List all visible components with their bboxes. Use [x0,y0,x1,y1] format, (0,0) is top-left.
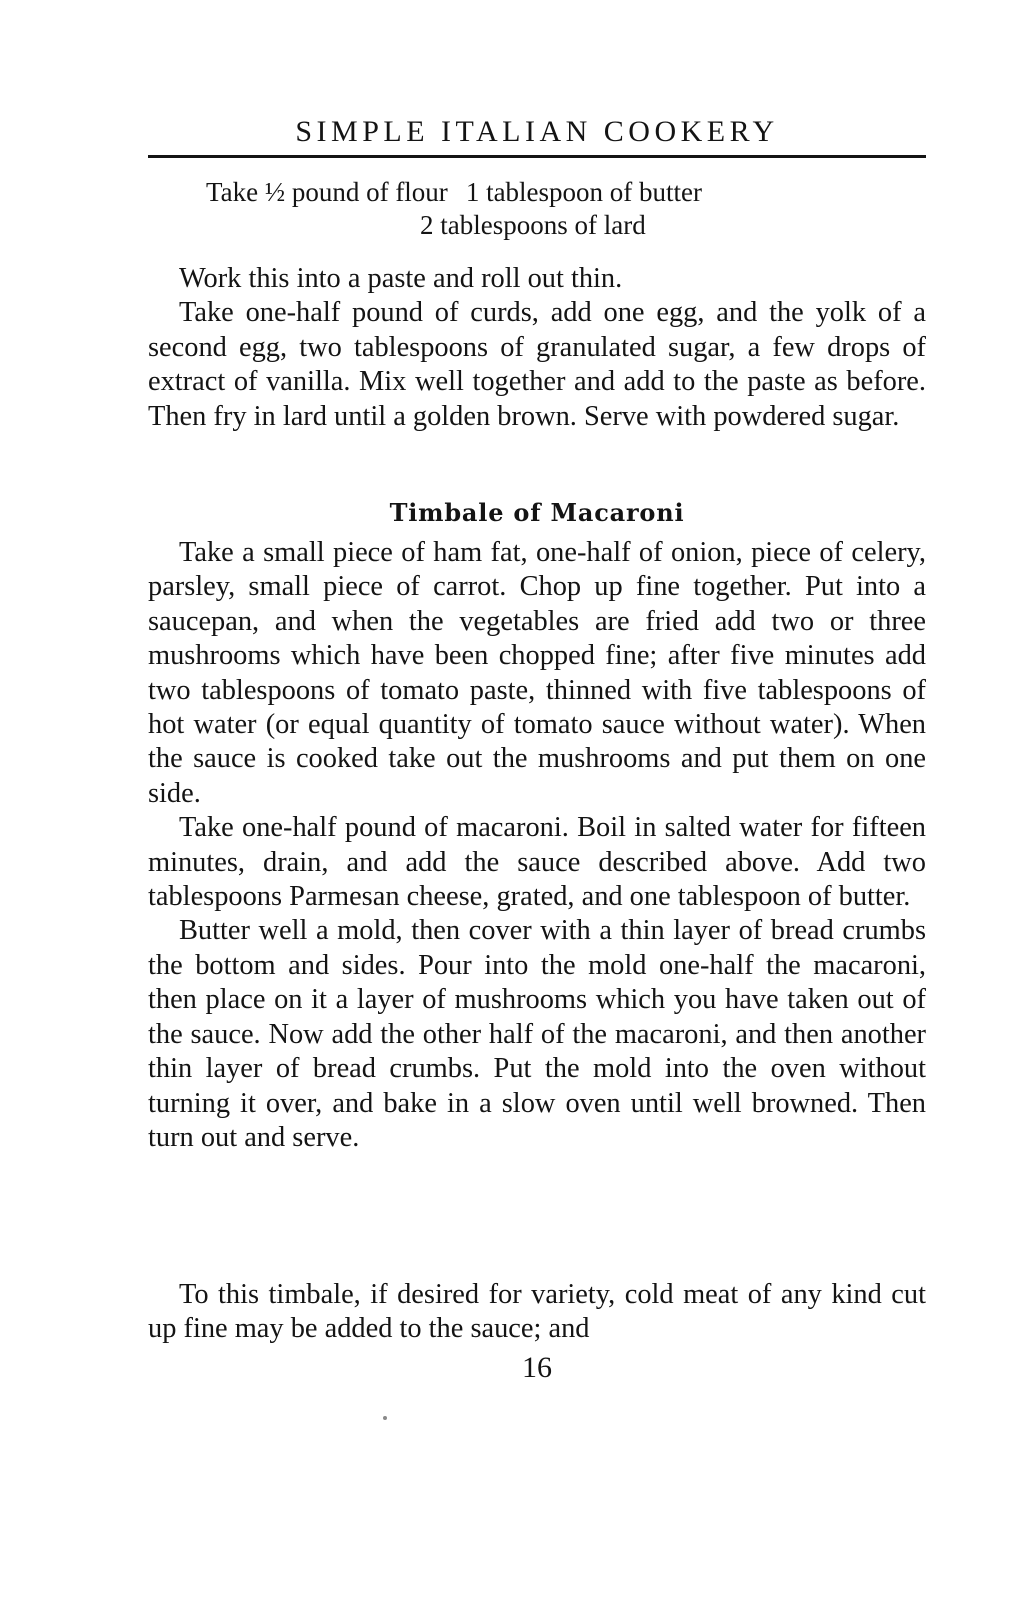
ingredient-line-1 [206,176,702,209]
paragraph: Take one-half pound of macaroni. Boil in salted water for fifteen minutes, drain, and add the sauce described above. Add two tablespoons Parmesan cheese, grated, and one tablespoon of butter. [148,812,926,913]
paragraph: Butter well a mold, then cover with a thin layer of bread crumbs the bottom and sides. Pour into the mold one-half the macaroni, then place on it a layer of mushrooms which you have taken out of the sauce. Now add the other half of the macaroni, and then another thin layer of bread crumbs. Put the mold into the oven without turning it over, and bake in a slow oven until well browned. Then turn out and serve. [148,915,926,1153]
paragraph: Take one-half pound of curds, add one egg, and the yolk of a second egg, two tablespoons of granulated sugar, a few drops of extract of vanilla. Mix well together and add to the paste as before. Then fry in lard until a golden brown. Serve with powdered sugar. [148,297,926,432]
paragraph: Work this into a paste and roll out thin. [179,263,623,294]
running-head: SIMPLE ITALIAN COOKERY [295,115,779,148]
paper-speck [383,1416,387,1420]
ingredient-flour: Take ½ pound of flour [206,177,448,207]
paragraph: Take a small piece of ham fat, one-half of onion, piece of celery, parsley, small piece of carrot. Chop up fine together. Put into a saucepan, and when the vegetables are fried add two or three mushrooms which have been chopped fine; after five minutes add two tablespoons of tomato paste, thinned with five tablespoons of hot water (or equal quantity of tomato sauce without water). When the sauce is cooked take out the mushrooms and put them on one side. [148,537,926,809]
variation-text [148,1278,926,1347]
intro-text [148,262,926,434]
recipe-text [148,536,926,1155]
header-rule [148,155,926,158]
recipe-title: Timbale of Macaroni [389,498,685,527]
paragraph: To this timbale, if desired for variety, cold meat of any kind cut up fine may be added to the sauce; and [148,1279,926,1345]
ingredient-butter: 1 tablespoon of butter [465,177,703,207]
ingredient-lard: 2 tablespoons of lard [420,210,646,240]
page-number: 16 [522,1351,552,1384]
